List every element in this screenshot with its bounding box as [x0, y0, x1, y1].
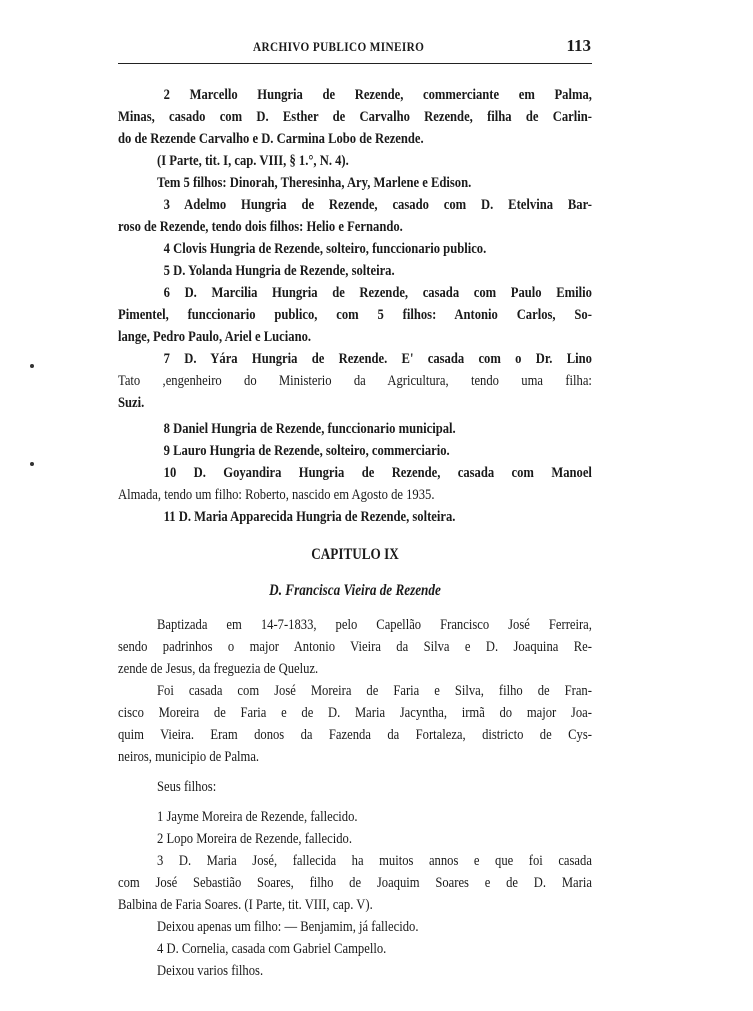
text-line: (I Parte, tit. I, cap. VIII, § 1.°, N. 4).	[157, 152, 349, 169]
text-line: Balbina de Faria Soares. (I Parte, tit. VIII, cap. V).	[118, 896, 373, 913]
text-line: Tato ,engenheiro do Ministerio da Agricultura, tendo uma filha:	[118, 372, 592, 389]
text-line: neiros, municipio de Palma.	[118, 748, 260, 765]
text-line: Foi casada com José Moreira de Faria e Silva, filho de Fran-	[157, 682, 592, 699]
text-line: com José Sebastião Soares, filho de Joaquim Soares e de D. Maria	[118, 874, 592, 891]
text-line: Tem 5 filhos: Dinorah, Theresinha, Ary, Marlene e Edison.	[157, 174, 472, 191]
scan-speck	[30, 364, 34, 368]
text-line: 9 Lauro Hungria de Rezende, solteiro, commerciario.	[163, 442, 450, 459]
text-line: 4 D. Cornelia, casada com Gabriel Campello.	[157, 940, 387, 957]
text-line: 3 Adelmo Hungria de Rezende, casado com D. Etelvina Bar-	[163, 196, 592, 213]
text-line: sendo padrinhos o major Antonio Vieira da Silva e D. Joaquina Re-	[118, 638, 592, 655]
running-head: ARCHIVO PUBLICO MINEIRO	[253, 40, 425, 54]
text-line: 7 D. Yára Hungria de Rezende. E' casada com o Dr. Lino	[163, 350, 592, 367]
body-text	[118, 84, 592, 982]
text-line: Suzi.	[118, 394, 145, 411]
spacer	[118, 768, 592, 776]
page-number: 113	[566, 36, 591, 55]
spacer	[118, 528, 592, 536]
text-line: Baptizada em 14-7-1833, pelo Capellão Francisco José Ferreira,	[157, 616, 592, 633]
text-line: Deixou varios filhos.	[157, 962, 264, 979]
children-intro: Seus filhos:	[157, 778, 217, 795]
text-line: 8 Daniel Hungria de Rezende, funccionario municipal.	[163, 420, 456, 437]
text-line: zende de Jesus, da freguezia de Queluz.	[118, 660, 319, 677]
text-line: Minas, casado com D. Esther de Carvalho Rezende, filha de Carlin-	[118, 108, 592, 125]
text-line: roso de Rezende, tendo dois filhos: Helio e Fernando.	[118, 218, 403, 235]
text-line: 6 D. Marcilia Hungria de Rezende, casada com Paulo Emilio	[163, 284, 592, 301]
page-header	[118, 36, 595, 62]
text-line: lange, Pedro Paulo, Ariel e Luciano.	[118, 328, 312, 345]
chapter-subtitle: D. Francisca Vieira de Rezende	[269, 582, 441, 599]
text-line: 2 Lopo Moreira de Rezende, fallecido.	[157, 830, 352, 847]
text-line: do de Rezende Carvalho e D. Carmina Lobo de Rezende.	[118, 130, 424, 147]
text-line: 2 Marcello Hungria de Rezende, commerciante em Palma,	[163, 86, 592, 103]
text-line: Almada, tendo um filho: Roberto, nascido em Agosto de 1935.	[118, 486, 435, 503]
scan-speck	[30, 462, 34, 466]
spacer	[118, 798, 592, 806]
text-line: quim Vieira. Eram donos da Fazenda da Fortaleza, districto de Cys-	[118, 726, 592, 743]
text-line: cisco Moreira de Faria e de D. Maria Jacyntha, irmã do major Joa-	[118, 704, 592, 721]
text-line: 1 Jayme Moreira de Rezende, fallecido.	[157, 808, 358, 825]
text-line: 10 D. Goyandira Hungria de Rezende, casada com Manoel	[163, 464, 592, 481]
text-line: 3 D. Maria José, fallecida ha muitos annos e que foi casada	[157, 852, 592, 869]
text-line: 4 Clovis Hungria de Rezende, solteiro, funccionario publico.	[163, 240, 487, 257]
text-line: 5 D. Yolanda Hungria de Rezende, solteira.	[163, 262, 395, 279]
chapter-title: CAPITULO IX	[311, 546, 399, 563]
text-line: Pimentel, funccionario publico, com 5 filhos: Antonio Carlos, So-	[118, 306, 592, 323]
header-rule	[118, 63, 592, 64]
text-line: 11 D. Maria Apparecida Hungria de Rezende, solteira.	[163, 508, 456, 525]
text-line: Deixou apenas um filho: — Benjamim, já fallecido.	[157, 918, 419, 935]
